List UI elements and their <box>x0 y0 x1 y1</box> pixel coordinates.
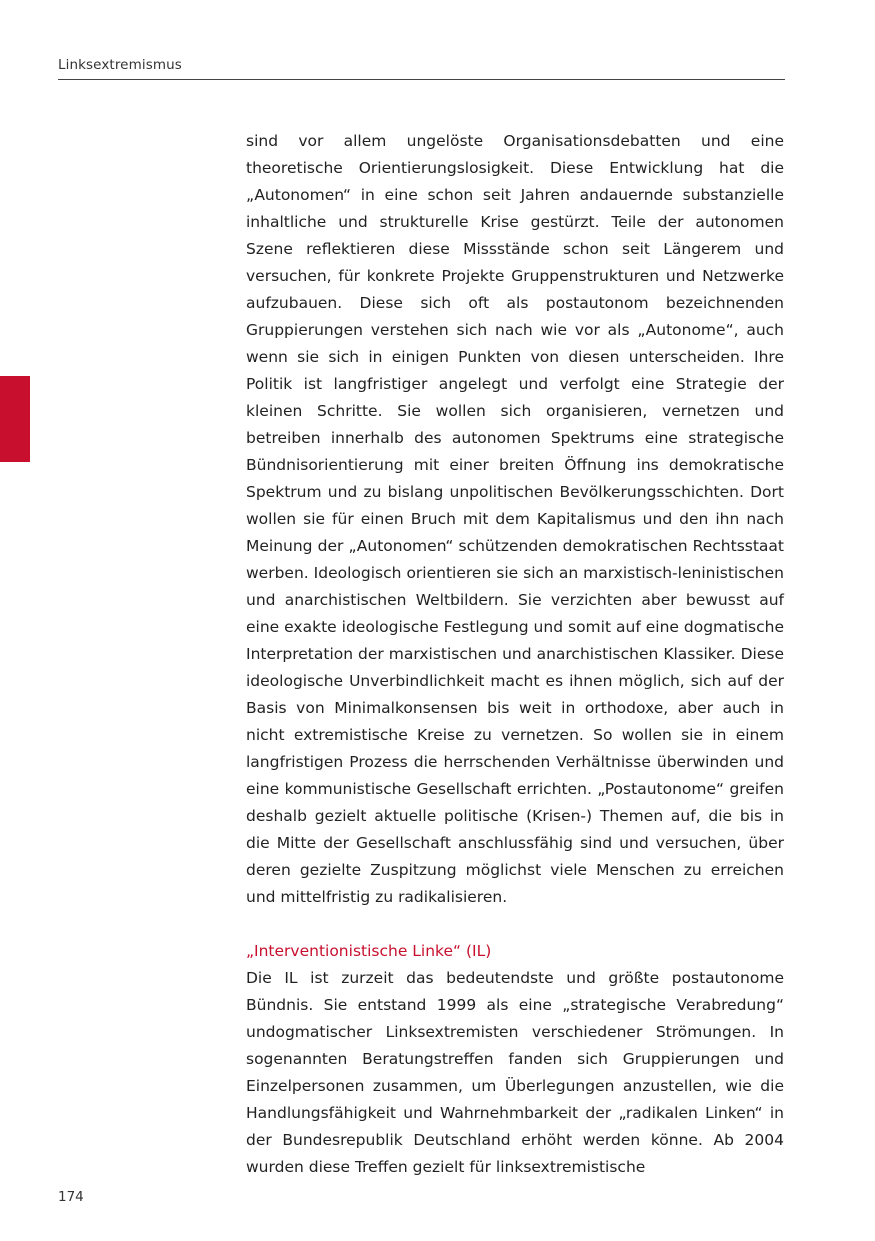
paragraph-il: Die IL ist zurzeit das bedeutendste und größte postautonome Bündnis. Sie entstand 1999 als eine „strategische Verabredung“ undogmatischer Linksextremisten verschiedener Strömungen. In sogenannten Beratungstreffen fanden sich Gruppierungen und Einzelpersonen zusammen, um Überlegungen anzustellen, wie die Handlungsfähigkeit und Wahrnehmbarkeit der „radikalen Linken“ in der Bundesrepublik Deutschland erhöht werden könne. Ab 2004 wurden diese Treffen gezielt für linksextremistische <box>246 969 784 1176</box>
running-header: Linksextremismus <box>58 57 182 73</box>
page-number: 174 <box>58 1189 84 1205</box>
chapter-marker <box>0 376 30 462</box>
paragraph-intro: sind vor allem ungelöste Organisationsdebatten und eine theoretische Orientierungslosigkeit. Diese Entwicklung hat die „Autonomen“ in eine schon seit Jahren andauernde substanzielle inhaltliche und strukturelle Krise gestürzt. Teile der autonomen Szene reflektieren diese Missstände schon seit Längerem und versuchen, für konkrete Projekte Gruppenstrukturen und Netzwerke aufzubauen. Diese sich oft als postautonom bezeichnenden Gruppierungen verstehen sich nach wie vor als „Autonome“, auch wenn sie sich in einigen Punkten von diesen unterscheiden. Ihre Politik ist langfristiger angelegt und verfolgt eine Strategie der kleinen Schritte. Sie wollen sich organisieren, vernetzen und betreiben innerhalb des autonomen Spektrums eine strategische Bündnisorientierung mit einer breiten Öffnung ins demokratische Spektrum und zu bislang unpolitischen Bevölkerungsschichten. Dort wollen sie für einen Bruch mit dem Kapitalismus und den ihn nach Meinung der „Autonomen“ schützenden demokratischen Rechtsstaat werben. Ideologisch orientieren sie sich an marxistisch-leninistischen und anarchistischen Weltbildern. Sie verzichten aber bewusst auf eine exakte ideologische Festlegung und somit auf eine dogmatische Interpretation der marxistischen und anarchistischen Klassiker. Diese ideologische Unverbindlichkeit macht es ihnen möglich, sich auf der Basis von Minimalkonsensen bis weit in orthodoxe, aber auch in nicht extremistische Kreise zu vernetzen. So wollen sie in einem langfristigen Prozess die herrschenden Verhältnisse überwinden und eine kommunistische Gesellschaft errichten. „Postautonome“ greifen deshalb gezielt aktuelle politische (Krisen-) Themen auf, die bis in die Mitte der Gesellschaft anschlussfähig sind und versuchen, über deren gezielte Zuspitzung möglichst viele Menschen zu erreichen und mittelfristig zu radikalisieren. <box>246 132 784 906</box>
header-rule <box>58 79 785 80</box>
body-text <box>246 128 784 1181</box>
section-heading: „Interventionistische Linke“ (IL) <box>246 942 492 960</box>
